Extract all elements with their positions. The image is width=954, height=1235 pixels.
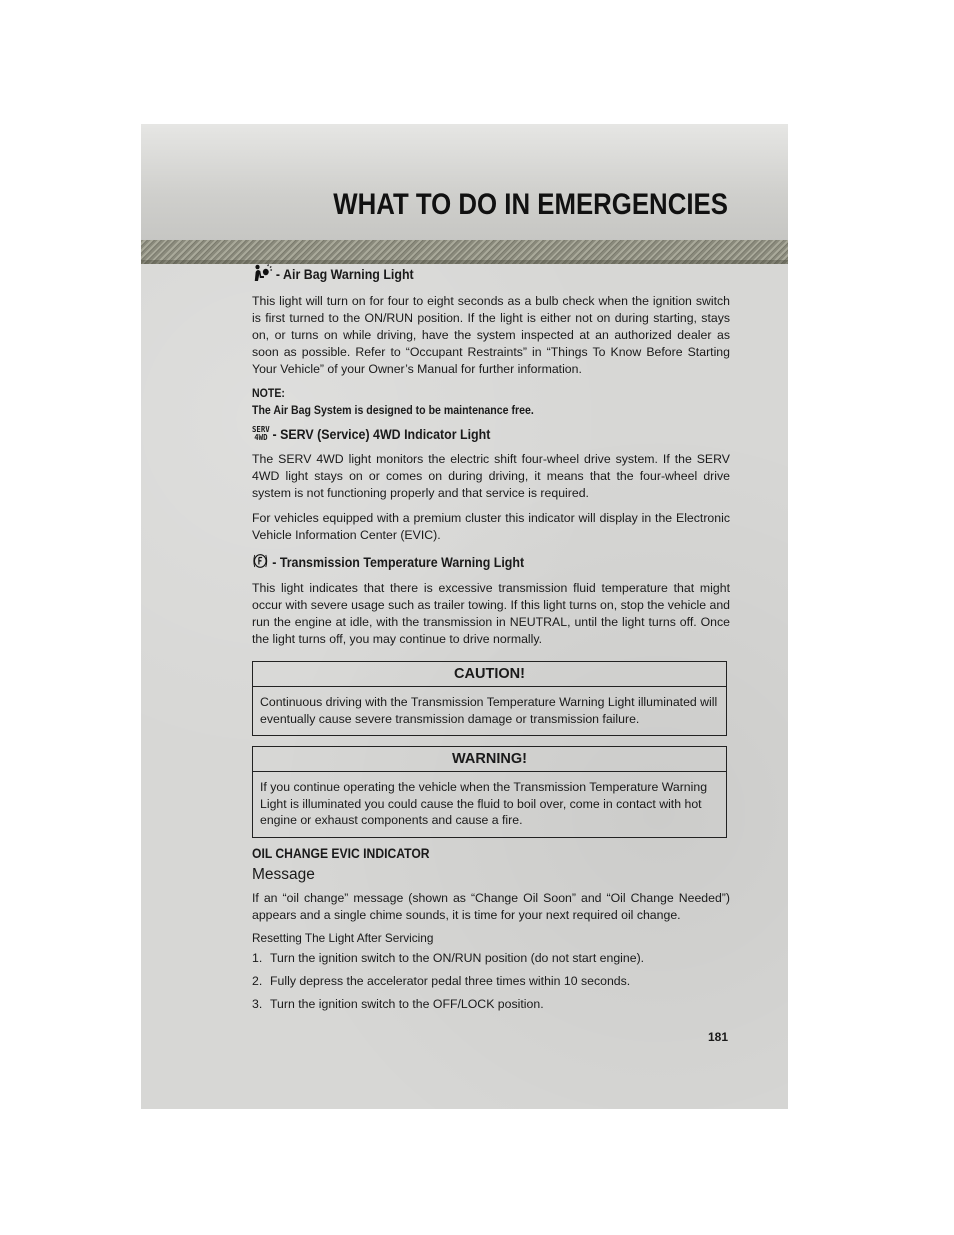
list-item-number: 2. <box>252 973 263 988</box>
airbag-heading-text: - Air Bag Warning Light <box>275 267 414 282</box>
list-item-text: Fully depress the accelerator pedal three times within 10 seconds. <box>270 973 631 988</box>
list-item <box>252 950 730 967</box>
page-number: 181 <box>707 1030 728 1044</box>
warning-title: WARNING! <box>253 747 726 772</box>
list-item-number: 1. <box>252 950 263 965</box>
trans-heading-text: - Transmission Temperature Warning Light <box>272 555 525 570</box>
warning-box <box>252 746 727 838</box>
reset-heading: Resetting The Light After Servicing <box>252 930 434 945</box>
serv-body-1: The SERV 4WD light monitors the electric shift four-wheel drive system. If the SERV 4WD light stays on or comes on during driving, it means that the four-wheel drive system is not functioning properly and that service is required. <box>252 452 730 500</box>
list-item-text: Turn the ignition switch to the OFF/LOCK position. <box>270 996 544 1011</box>
trans-heading <box>252 552 692 573</box>
oil-body: If an “oil change” message (shown as “Change Oil Soon” and “Oil Change Needed”) appears and a single chime sounds, it is time for your next required oil change. <box>252 890 730 922</box>
serv-4wd-icon <box>252 426 270 442</box>
note-label: NOTE: <box>252 388 285 400</box>
serv-icon-line2: 4WD <box>254 433 268 442</box>
trans-body: This light indicates that there is excessive transmission fluid temperature that might occur with severe usage such as trailer towing. If this light turns on, stop the vehicle and run the engine at idle, with the transmission in NEUTRAL, until the light turns off. Once the light turns off, you may continue to drive normally. <box>252 581 730 646</box>
serv-icon-line1: SERV <box>252 425 270 434</box>
serv-heading <box>252 426 692 442</box>
page-content <box>252 264 730 1013</box>
oil-heading: OIL CHANGE EVIC INDICATOR <box>252 845 430 861</box>
page-header <box>141 124 788 242</box>
oil-subheading: Message <box>252 865 315 883</box>
serv-heading-text: - SERV (Service) 4WD Indicator Light <box>272 426 491 442</box>
airbag-body: This light will turn on for four to eight seconds as a bulb check when the ignition switch is first turned to the ON/RUN position. If the light is either not on during starting, stays on, or turns on while driving, have the system inspected at an authorized dealer as soon as possible. Refer to “Occupant Restraints” in “Things To Know Before Starting Your Vehicle” of your Owner’s Manual for further information. <box>252 294 730 376</box>
caution-title: CAUTION! <box>253 662 726 687</box>
airbag-heading <box>252 264 692 285</box>
list-item-number: 3. <box>252 996 263 1011</box>
manual-page <box>141 124 788 1109</box>
list-item <box>252 973 730 990</box>
caution-body: Continuous driving with the Transmission Temperature Warning Light illuminated will eventually cause severe transmission damage or transmission failure. <box>260 695 718 726</box>
list-item <box>252 996 730 1013</box>
note-text: The Air Bag System is designed to be maintenance free. <box>252 405 534 417</box>
caution-box <box>252 661 727 736</box>
serv-body-2: For vehicles equipped with a premium cluster this indicator will display in the Electronic Vehicle Information Center (EVIC). <box>252 511 730 542</box>
header-stripe <box>141 240 788 264</box>
list-item-text: Turn the ignition switch to the ON/RUN position (do not start engine). <box>270 950 645 965</box>
page-title: WHAT TO DO IN EMERGENCIES <box>333 188 728 221</box>
transmission-temperature-icon <box>252 552 269 573</box>
airbag-warning-icon <box>252 264 272 285</box>
warning-body: If you continue operating the vehicle when the Transmission Temperature Warning Light is illuminated you could cause the fluid to boil over, come in contact with hot engine or exhaust components and cause a fire. <box>260 780 708 827</box>
